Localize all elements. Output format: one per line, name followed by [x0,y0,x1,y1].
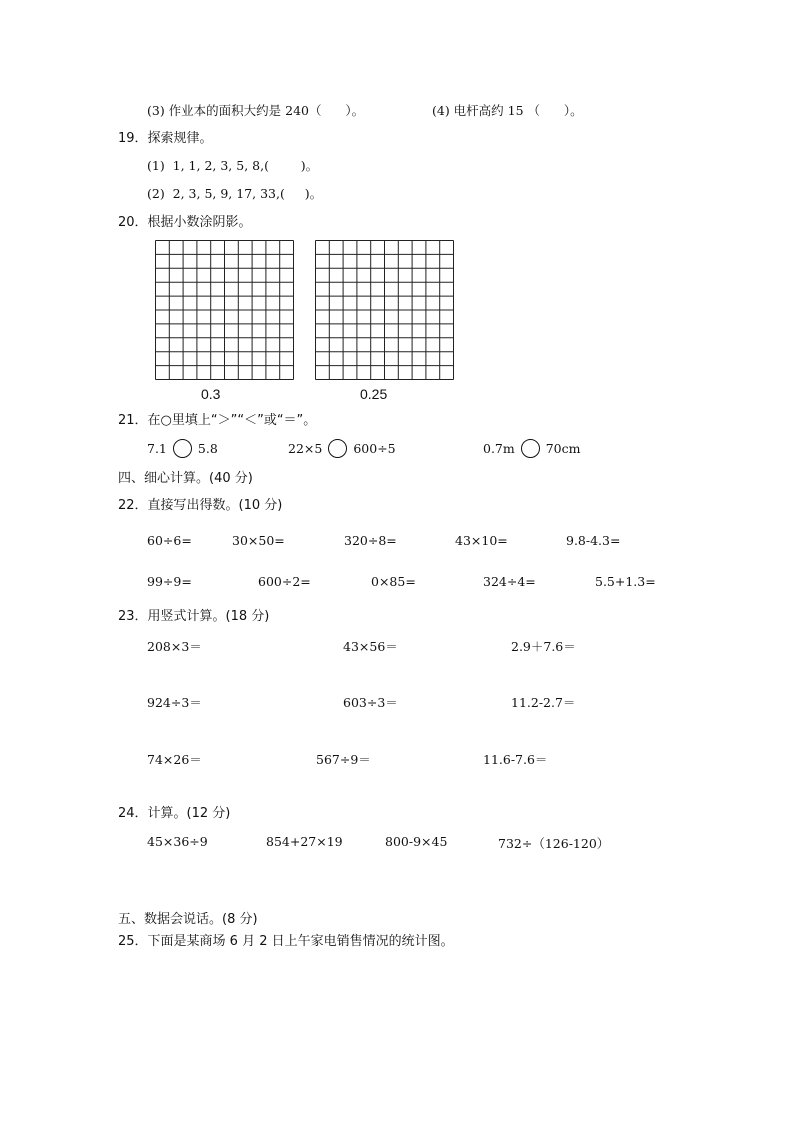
vertical-calc-item: 208×3＝ [147,639,202,654]
grid-0-25[interactable] [315,240,454,380]
q24-title: 24．计算。(12 分) [118,806,231,821]
oral-calc-item: 600÷2= [258,574,311,589]
vertical-calc-item: 603÷3＝ [343,695,398,710]
compare-right: 600÷5 [353,441,396,456]
q25-title: 25．下面是某商场 6 月 2 日上午家电销售情况的统计图。 [118,934,454,949]
q19-title: 19．探索规律。 [118,131,213,146]
oral-calc-item: 30×50= [232,533,285,548]
q20-title: 20．根据小数涂阴影。 [118,215,252,230]
compare-right: 5.8 [197,441,218,456]
grid-0-3[interactable] [155,240,294,380]
mixed-calc-item: 800-9×45 [385,834,448,849]
mixed-calc-item: 732÷（126-120） [498,836,610,851]
grid-label-0-3: 0.3 [201,386,221,402]
compare-right: 70cm [545,441,581,456]
compare-item-3 [483,439,581,458]
section-4-title: 四、细心计算。(40 分) [118,471,253,486]
vertical-calc-item: 2.9＋7.6＝ [511,639,576,654]
grid-label-0-25: 0.25 [360,386,388,402]
q18-part4: (4) 电杆高约 15 （ ）。 [432,103,583,118]
oral-calc-item: 324÷4= [483,574,536,589]
vertical-calc-item: 924÷3＝ [147,695,202,710]
q19-part1: (1) 1, 1, 2, 3, 5, 8,( )。 [147,158,319,173]
q19-part2: (2) 2, 3, 5, 9, 17, 33,( )。 [147,186,323,201]
oral-calc-item: 43×10= [455,533,508,548]
hundred-grid-svg [155,240,294,380]
oral-calc-item: 99÷9= [147,574,192,589]
compare-item-2 [288,439,396,458]
oral-calc-item: 0×85= [371,574,416,589]
oral-calc-item: 320÷8= [344,533,397,548]
compare-left: 0.7m [483,441,515,456]
vertical-calc-item: 567÷9＝ [316,752,371,767]
oral-calc-item: 5.5+1.3= [595,574,656,589]
hundred-grid-svg [315,240,454,380]
compare-left: 7.1 [147,441,167,456]
mixed-calc-item: 45×36÷9 [147,834,208,849]
oral-calc-item: 9.8-4.3= [566,533,621,548]
q21-title: 21．在○里填上“＞”“＜”或“＝”。 [118,413,317,428]
compare-left: 22×5 [288,441,323,456]
mixed-calc-item: 854+27×19 [266,834,343,849]
q22-title: 22．直接写出得数。(10 分) [118,498,283,513]
vertical-calc-item: 74×26＝ [147,752,202,767]
section-5-title: 五、数据会说话。(8 分) [118,912,258,927]
q18-part3: (3) 作业本的面积大约是 240（ ）。 [147,103,365,118]
vertical-calc-item: 11.2-2.7＝ [511,695,576,710]
q23-title: 23．用竖式计算。(18 分) [118,609,270,624]
compare-item-1 [147,439,218,458]
compare-circle[interactable] [328,439,347,458]
compare-circle[interactable] [521,439,540,458]
oral-calc-item: 60÷6= [147,533,192,548]
compare-circle[interactable] [173,439,192,458]
vertical-calc-item: 43×56＝ [343,639,398,654]
vertical-calc-item: 11.6-7.6＝ [483,752,548,767]
